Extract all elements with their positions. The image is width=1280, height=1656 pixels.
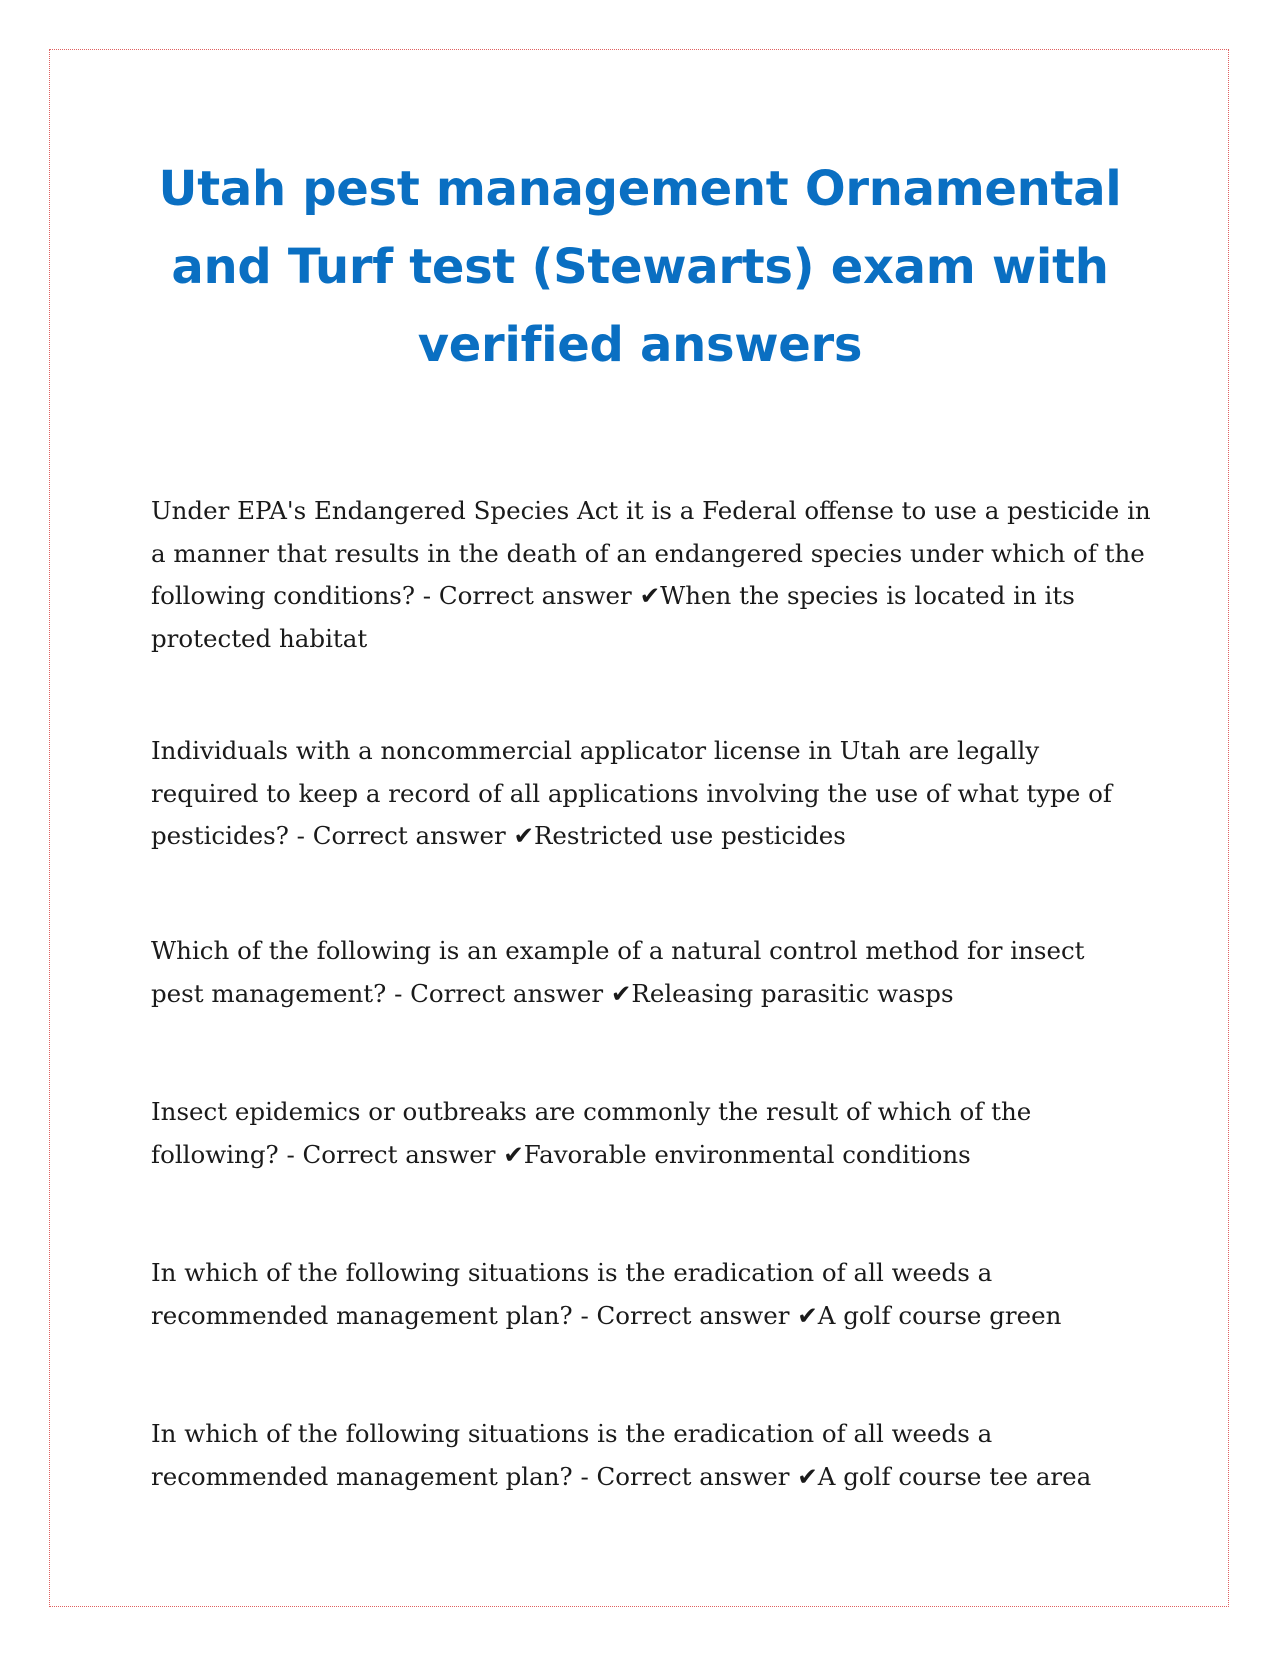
answer-separator: - Correct answer: [278, 1139, 504, 1169]
qa-item: [151, 1252, 1151, 1337]
qa-item: [151, 490, 1159, 660]
answer-separator: - Correct answer: [288, 821, 514, 850]
answer-separator: - Correct answer: [415, 581, 640, 610]
answer-separator: - Correct answer: [572, 1300, 798, 1330]
answer-text: Favorable environmental conditions: [523, 1139, 971, 1169]
answer-separator: - Correct answer: [572, 1461, 798, 1491]
answer-text: A golf course tee area: [817, 1461, 1092, 1491]
checkmark-icon: ✔: [610, 978, 632, 1008]
answer-separator: - Correct answer: [386, 978, 611, 1008]
checkmark-icon: ✔: [797, 1461, 818, 1491]
qa-item: [151, 1413, 1151, 1498]
checkmark-icon: ✔: [797, 1300, 818, 1330]
document-title: Utah pest management Ornamental and Turf test (Stewarts) exam with verified answers: [158, 161, 1122, 373]
qa-item: [151, 1091, 1151, 1176]
question-text: Under EPA's Endangered Species Act it is a Federal offense to use a pesticide in a manner that results in the death of an endangered species under which of the following conditions?: [151, 496, 1159, 610]
answer-text: Restricted use pesticides: [533, 821, 846, 850]
question-text: In which of the following situations is the eradication of all weeds a recommended management plan?: [151, 1419, 1001, 1491]
qa-item: [151, 930, 1151, 1015]
checkmark-icon: ✔: [513, 821, 534, 850]
qa-item: [151, 730, 1151, 858]
answer-text: Releasing parasitic wasps: [631, 978, 954, 1008]
question-text: Insect epidemics or outbreaks are commonly the result of which of the following?: [151, 1097, 1040, 1169]
checkmark-icon: ✔: [639, 581, 661, 610]
question-text: Which of the following is an example of a natural control method for insect pest management?: [151, 936, 1101, 1008]
question-text: In which of the following situations is the eradication of all weeds a recommended management plan?: [151, 1258, 1001, 1330]
answer-text: A golf course green: [817, 1300, 1062, 1330]
answer-text: When the species is located in its protected habitat: [151, 581, 1083, 653]
checkmark-icon: ✔: [503, 1139, 524, 1169]
question-text: Individuals with a noncommercial applicator license in Utah are legally required to keep a record of all applications involving the use of what type of pesticides?: [151, 736, 1120, 850]
